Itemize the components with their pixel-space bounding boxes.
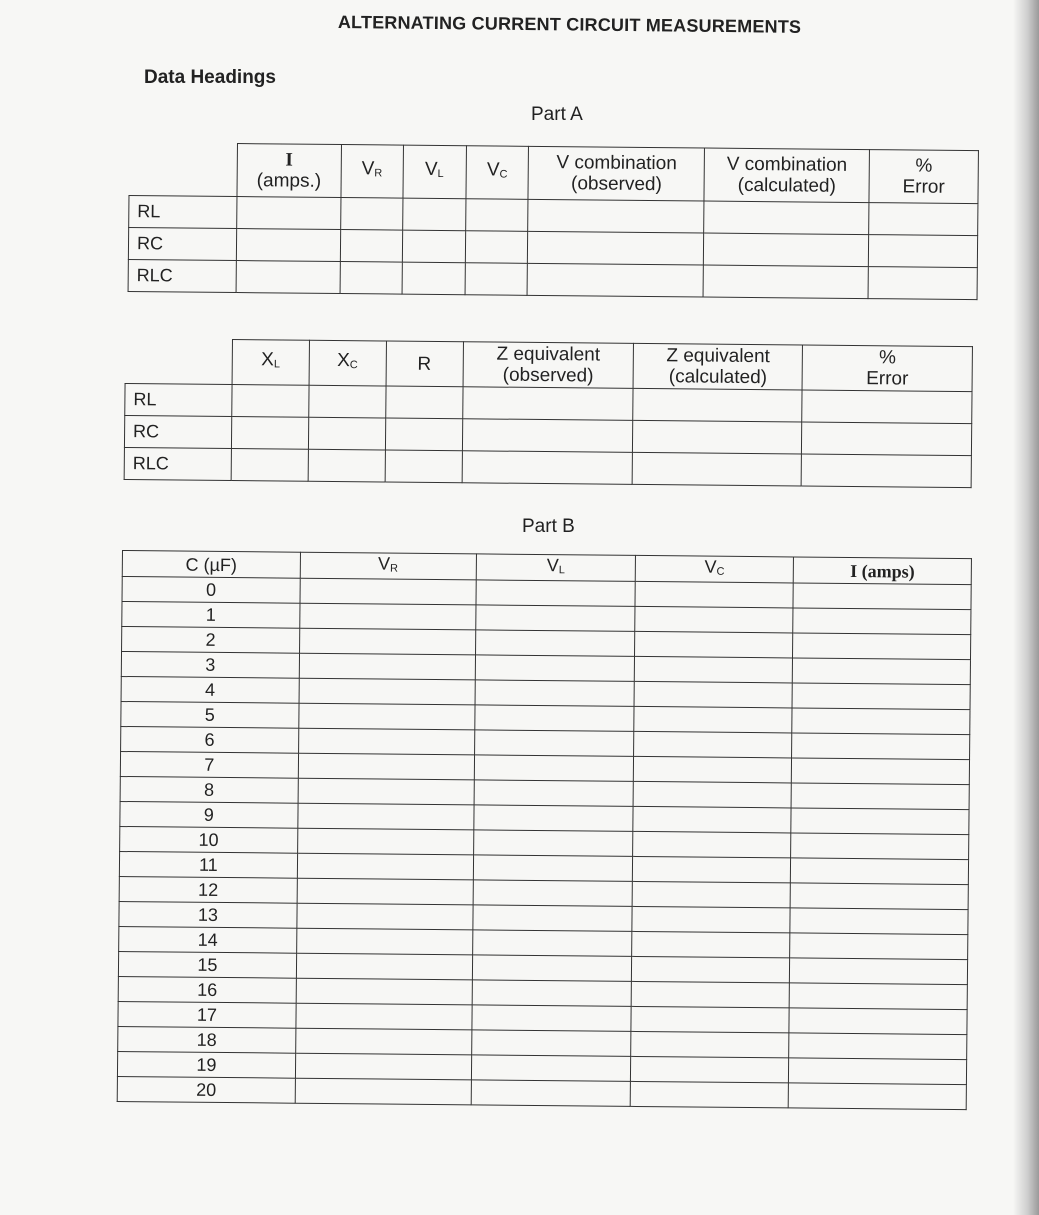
data-cell[interactable]	[298, 753, 474, 780]
data-cell[interactable]	[476, 580, 636, 607]
data-cell[interactable]	[703, 265, 868, 299]
data-cell[interactable]	[801, 454, 971, 488]
part-b-capacitance-table	[117, 550, 972, 1110]
data-cell[interactable]	[631, 1081, 789, 1108]
data-cell[interactable]	[475, 605, 635, 632]
data-cell[interactable]	[791, 808, 969, 835]
data-cell[interactable]	[297, 903, 473, 930]
data-cell[interactable]	[633, 781, 791, 808]
data-cell[interactable]	[299, 703, 475, 730]
capacitance-value: 14	[119, 926, 297, 953]
data-cell[interactable]	[633, 420, 802, 454]
capacitance-value: 20	[117, 1076, 295, 1103]
data-cell[interactable]	[528, 231, 704, 265]
data-cell[interactable]	[802, 390, 972, 424]
data-cell[interactable]	[791, 758, 969, 785]
capacitance-value: 7	[120, 751, 298, 778]
data-cell[interactable]	[791, 833, 969, 860]
capacitance-value: 19	[117, 1051, 295, 1078]
capacitance-value: 8	[120, 776, 298, 803]
data-cell[interactable]	[462, 451, 633, 485]
data-cell[interactable]	[474, 730, 634, 757]
data-cell[interactable]	[792, 658, 970, 685]
capacitance-value: 4	[121, 676, 299, 703]
data-cell[interactable]	[472, 955, 632, 982]
data-cell[interactable]	[793, 633, 971, 660]
data-cell[interactable]	[402, 198, 465, 231]
data-cell[interactable]	[704, 233, 869, 267]
data-cell[interactable]	[296, 953, 472, 980]
header-capacitance: C (µF)	[122, 551, 300, 579]
data-cell[interactable]	[299, 678, 475, 705]
data-cell[interactable]	[472, 980, 632, 1007]
data-cell[interactable]	[300, 578, 476, 605]
data-cell[interactable]	[632, 881, 790, 908]
data-cell[interactable]	[296, 1003, 472, 1030]
page-title: ALTERNATING CURRENT CIRCUIT MEASUREMENTS	[337, 12, 802, 37]
data-cell[interactable]	[465, 263, 528, 296]
capacitance-value: 13	[119, 901, 297, 928]
header-z-equivalent-calculated: Z equivalent (calculated)	[633, 343, 802, 390]
data-cell[interactable]	[297, 878, 473, 905]
data-cell[interactable]	[868, 267, 977, 300]
data-cell[interactable]	[869, 203, 978, 236]
capacitance-value: 18	[118, 1026, 296, 1053]
capacitance-value: 10	[120, 826, 298, 853]
table-row	[128, 259, 977, 299]
data-cell[interactable]	[631, 1031, 789, 1058]
data-cell[interactable]	[296, 928, 472, 955]
table-row	[124, 447, 971, 487]
data-cell[interactable]	[790, 908, 968, 935]
data-cell[interactable]	[790, 958, 968, 985]
data-cell[interactable]	[298, 803, 474, 830]
data-cell[interactable]	[231, 449, 308, 482]
header-x-c: $X_C$	[309, 340, 386, 386]
header-v-combination-calculated: V combination (calculated)	[704, 148, 869, 203]
data-cell[interactable]	[474, 780, 634, 807]
header-blank-cell	[129, 143, 237, 197]
data-cell[interactable]	[402, 230, 465, 263]
header-current: I (amps.)	[237, 144, 341, 198]
data-cell[interactable]	[472, 930, 632, 957]
data-cell[interactable]	[298, 728, 474, 755]
capacitance-value: 11	[119, 851, 297, 878]
data-cell[interactable]	[300, 603, 476, 630]
header-x-l: $X_L$	[232, 340, 309, 386]
data-cell[interactable]	[474, 755, 634, 782]
data-cell[interactable]	[633, 388, 802, 422]
data-cell[interactable]	[237, 197, 341, 230]
data-cell[interactable]	[791, 783, 969, 810]
data-cell[interactable]	[789, 1033, 967, 1060]
capacitance-value: 16	[118, 976, 296, 1003]
row-label-rc: RC	[124, 416, 231, 449]
header-v-c: $V_C$	[636, 555, 794, 583]
data-cell[interactable]	[789, 1058, 967, 1085]
data-cell[interactable]	[385, 418, 462, 451]
data-cell[interactable]	[788, 1083, 966, 1110]
data-cell[interactable]	[462, 387, 633, 421]
data-cell[interactable]	[789, 983, 967, 1010]
data-cell[interactable]	[295, 1053, 471, 1080]
capacitance-value: 17	[118, 1001, 296, 1028]
data-cell[interactable]	[299, 653, 475, 680]
part-a-voltage-table	[128, 142, 979, 300]
data-cell[interactable]	[802, 422, 972, 456]
data-cell[interactable]	[471, 1030, 631, 1057]
data-cell[interactable]	[308, 385, 385, 418]
data-cell[interactable]	[465, 231, 528, 264]
data-cell[interactable]	[475, 630, 635, 657]
data-cell[interactable]	[299, 628, 475, 655]
capacitance-value: 12	[119, 876, 297, 903]
capacitance-value: 15	[118, 951, 296, 978]
header-r: R	[386, 341, 463, 387]
data-cell[interactable]	[340, 262, 402, 295]
header-z-equivalent-observed: Z equivalent (observed)	[463, 342, 634, 389]
row-label-rlc: RLC	[128, 259, 236, 292]
data-cell[interactable]	[704, 201, 869, 235]
data-cell[interactable]	[236, 261, 340, 294]
header-blank-cell	[125, 339, 232, 385]
data-cell[interactable]	[473, 880, 633, 907]
data-cell[interactable]	[632, 931, 790, 958]
data-cell[interactable]	[528, 199, 704, 233]
data-cell[interactable]	[385, 450, 462, 483]
data-cell[interactable]	[308, 449, 385, 482]
data-cell[interactable]	[792, 683, 970, 710]
data-cell[interactable]	[790, 933, 968, 960]
data-cell[interactable]	[473, 805, 633, 832]
header-v-l: $V_L$	[403, 145, 466, 199]
data-cell[interactable]	[298, 778, 474, 805]
data-cell[interactable]	[635, 581, 793, 608]
data-cell[interactable]	[472, 905, 632, 932]
page-edge-shadow	[1013, 0, 1039, 1215]
data-cell[interactable]	[295, 1028, 471, 1055]
capacitance-value: 0	[122, 577, 300, 604]
row-label-rlc: RLC	[124, 447, 231, 480]
data-cell[interactable]	[473, 830, 633, 857]
data-cell[interactable]	[631, 1056, 789, 1083]
header-percent-error: % Error	[802, 345, 972, 392]
data-cell[interactable]	[385, 386, 462, 419]
row-label-rl: RL	[125, 384, 232, 417]
data-cell[interactable]	[231, 417, 308, 450]
data-cell[interactable]	[527, 263, 703, 297]
data-cell[interactable]	[632, 906, 790, 933]
data-cell[interactable]	[308, 417, 385, 450]
data-cell[interactable]	[634, 756, 792, 783]
data-cell[interactable]	[634, 731, 792, 758]
data-cell[interactable]	[475, 655, 635, 682]
data-cell[interactable]	[232, 385, 309, 418]
data-cell[interactable]	[340, 230, 402, 263]
header-v-combination-observed: V combination (observed)	[528, 146, 704, 201]
header-v-r: $V_R$	[300, 552, 476, 580]
data-cell[interactable]	[297, 853, 473, 880]
data-cell[interactable]	[471, 1005, 631, 1032]
capacitance-value: 5	[121, 701, 299, 728]
data-cell[interactable]	[793, 583, 971, 610]
data-cell[interactable]	[790, 883, 968, 910]
data-cell[interactable]	[474, 705, 634, 732]
data-cell[interactable]	[632, 452, 801, 486]
data-cell[interactable]	[789, 1008, 967, 1035]
data-cell[interactable]	[631, 981, 789, 1008]
data-cell[interactable]	[633, 831, 791, 858]
data-cell[interactable]	[633, 806, 791, 833]
capacitance-value: 1	[122, 602, 300, 629]
row-label-rc: RC	[128, 228, 236, 261]
capacitance-value: 2	[122, 627, 300, 654]
capacitance-value: 6	[121, 726, 299, 753]
data-cell[interactable]	[793, 608, 971, 635]
data-cell[interactable]	[295, 1078, 471, 1105]
data-cell[interactable]	[340, 198, 402, 231]
data-cell[interactable]	[790, 858, 968, 885]
header-v-r: $V_R$	[341, 145, 403, 199]
data-cell[interactable]	[631, 1006, 789, 1033]
data-cell[interactable]	[792, 733, 970, 760]
row-label-rl: RL	[129, 196, 237, 229]
data-cell[interactable]	[297, 828, 473, 855]
data-cell[interactable]	[634, 681, 792, 708]
part-b-label: Part B	[522, 516, 575, 537]
data-cell[interactable]	[633, 856, 791, 883]
data-cell[interactable]	[402, 262, 465, 295]
capacitance-value: 3	[121, 652, 299, 679]
header-v-l: $V_L$	[476, 554, 636, 582]
data-cell[interactable]	[471, 1080, 631, 1107]
data-cell[interactable]	[473, 855, 633, 882]
data-cell[interactable]	[634, 706, 792, 733]
data-cell[interactable]	[868, 235, 977, 268]
data-cell[interactable]	[635, 656, 793, 683]
data-cell[interactable]	[296, 978, 472, 1005]
part-a-label: Part A	[531, 104, 583, 125]
header-percent-error: % Error	[869, 150, 978, 204]
part-a-impedance-table	[124, 338, 973, 488]
data-cell[interactable]	[792, 708, 970, 735]
data-cell[interactable]	[462, 419, 633, 453]
header-v-c: $V_C$	[466, 146, 529, 200]
data-cell[interactable]	[465, 199, 528, 232]
capacitance-value: 9	[120, 801, 298, 828]
data-headings-label: Data Headings	[144, 67, 276, 88]
data-cell[interactable]	[635, 606, 793, 633]
data-cell[interactable]	[475, 680, 635, 707]
header-current: I (amps)	[793, 557, 971, 585]
data-cell[interactable]	[471, 1055, 631, 1082]
data-cell[interactable]	[632, 956, 790, 983]
data-cell[interactable]	[635, 631, 793, 658]
data-cell[interactable]	[236, 229, 340, 262]
